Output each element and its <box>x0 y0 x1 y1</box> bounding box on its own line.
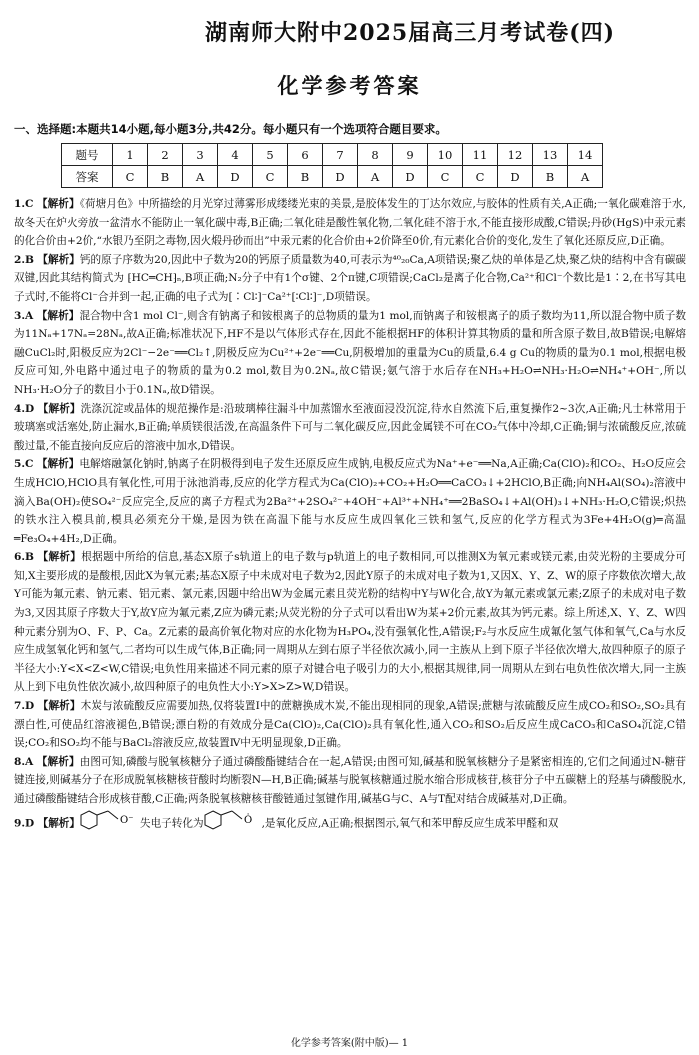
explanation-5 <box>14 455 686 548</box>
question-label: 5.C <box>14 458 34 471</box>
question-number: 14 <box>568 144 603 166</box>
explanation-text: 《荷塘月色》中所描绘的月光穿过薄雾形成缕缕光束的美景,是胶体发生的丁达尔效应,与胶体的性质有关,A正确;一氧化碳难溶于水,故冬天在炉火旁放一盆清水不能防止一氧化碳中毒,B正确;二氧化硅是酸性氧化物,二氧化硅不溶于水,不能直接形成酸,C错误;丹砂(HgS)中汞元素的化合价由+2价,“水银乃至阴之毒物,因火煅丹砂而出”中汞元素的化合价由+2价降至0价,有元素化合价的变化,发生了氧化还原反应,D正确。 <box>14 198 687 248</box>
explanation-3 <box>14 307 686 400</box>
answer-cell: A <box>568 166 603 188</box>
row-label-answer: 答案 <box>62 166 113 188</box>
question-label: 4.D <box>14 402 35 415</box>
analysis-tag: 【解析】 <box>36 458 80 471</box>
question-number: 11 <box>463 144 498 166</box>
question-label: 2.B <box>14 253 35 266</box>
explanation-1 <box>14 195 686 251</box>
page-footer: 化学参考答案(附中版)— 1 <box>290 1038 409 1049</box>
question-number: 13 <box>533 144 568 166</box>
question-label: 1.C <box>14 198 34 210</box>
question-label: 6.B <box>14 551 35 564</box>
explanation-text: 失电子转化为 <box>140 816 204 829</box>
explanation-7 <box>14 697 686 753</box>
page-header: 湖南师大附中2025届高三月考试卷(四) <box>204 20 616 46</box>
question-number: 5 <box>253 144 288 166</box>
answer-cell: B <box>533 166 568 188</box>
answer-cell: D <box>323 166 358 188</box>
answer-cell: A <box>358 166 393 188</box>
question-number: 10 <box>428 144 463 166</box>
explanation-text: 混合物中含1 mol Cl⁻,则含有钠离子和铵根离子的总物质的量为1 mol,而钠离子和铵根离子的质子数均为11,所以混合物中质子数为11Nₐ+17Nₐ=28Nₐ,故A正确;标准状况下,HF不是以气体形式存在,因此不能根据HF的体积计算其物质的量和所含原子数目,故B错误;电解熔融CuCl₂时,阳极反应为2Cl⁻−2e⁻══Cl₂↑,阴极反应为Cu²⁺+2e⁻══Cu,阴极增加的重量为Cu的质量,6.4 g Cu的物质的量为0.1 mol,根据电极反应可知,外电路中通过电子的物质的量为0.2 mol,数目为0.2Nₐ,故C错误;氨气溶于水后存在NH₃+H₂O⇌NH₃·H₂O⇌NH₄⁺+OH⁻,所以NH₃·H₂O分子的数目小于0.1Nₐ,故D错误。 <box>14 309 687 396</box>
question-label: 9.D <box>14 816 35 829</box>
answer-cell: C <box>253 166 288 188</box>
question-number: 9 <box>393 144 428 166</box>
analysis-tag: 【解析】 <box>36 309 80 322</box>
svg-text:Ȯ: Ȯ <box>243 814 252 826</box>
analysis-tag: 【解析】 <box>37 816 80 829</box>
answer-cell: B <box>288 166 323 188</box>
answer-cell: D <box>218 166 253 188</box>
answer-table-answer-row <box>62 166 603 188</box>
analysis-tag: 【解析】 <box>37 551 82 564</box>
explanation-text: 电解熔融氯化钠时,钠离子在阴极得到电子发生还原反应生成钠,电极反应式为Na⁺+e⁻══Na,A正确;Ca(ClO)₂和CO₂、H₂O反应会生成HClO,HClO具有氧化性,可用于泳池消毒,反应的化学方程式为Ca(ClO)₂+CO₂+H₂O══CaCO₃↓+2HClO,B正确;向NH₄Al(SO₄)₂溶液中滴入Ba(OH)₂使SO₄²⁻反应完全,反应的离子方程式为2Ba²⁺+2SO₄²⁻+4OH⁻+Al³⁺+NH₄⁺══2BaSO₄↓+Al(OH)₃↓+NH₃·H₂O,C错误;炽热的铁水注入模具前,模具必须充分干燥,是因为铁在高温下能与水反应生成四氧化三铁和氢气,反应的化学方程式为3Fe+4H₂O(g)═高温═Fe₃O₄+4H₂,D正确。 <box>14 458 686 545</box>
answer-cell: D <box>393 166 428 188</box>
row-label-number: 题号 <box>62 144 113 166</box>
answer-cell: B <box>148 166 183 188</box>
analysis-tag: 【解析】 <box>36 755 80 768</box>
explanation-4 <box>14 400 686 456</box>
explanation-text: 由图可知,磷酸与脱氧核糖分子通过磷酸酯键结合在一起,A错误;由图可知,碱基和脱氧核糖分子是紧密相连的,它们之间通过N-糖苷键连接,则碱基分子在形成脱氧核糖核苷酸时均断裂N—H,B正确;碱基与脱氧核糖通过脱水缩合形成核苷,核苷分子中五碳糖上的羟基与磷酸脱水,通过磷酸酯键结合形成核苷酸,C正确;两条脱氧核糖核苷酸链通过氢键作用,碱基G与C、A与T配对结合成碱基对,D正确。 <box>14 755 686 805</box>
analysis-tag: 【解析】 <box>37 700 81 713</box>
question-number: 4 <box>218 144 253 166</box>
question-number: 3 <box>183 144 218 166</box>
explanation-text: ,是氧化反应,A正确;根据图示,氧气和苯甲醇反应生成苯甲醛和双 <box>261 816 559 829</box>
explanation-text: 木炭与浓硫酸反应需要加热,仅将装置Ⅰ中的蔗糖换成木炭,不能出现相同的现象,A错误;蔗糖与浓硫酸反应生成CO₂和SO₂,SO₂具有漂白性,可使品红溶液褪色,B错误;漂白粉的有效成分是Ca(ClO)₂,Ca(ClO)₂具有氧化性,通入CO₂和SO₂后反应生成CaCO₃和CaSO₄沉淀,C错误;CO₂和SO₂均不能与BaCl₂溶液反应,故装置Ⅳ中无明显现象,D正确。 <box>14 700 687 750</box>
answer-cell: C <box>463 166 498 188</box>
explanation-text: 洗涤沉淀或晶体的规范操作是:沿玻璃棒往漏斗中加蒸馏水至液面浸没沉淀,待水自然流下后,重复操作2~3次,A正确;凡士林常用于玻璃塞或活塞处,防止漏水,B正确;单质镁很活泼,在高温条件下可与二氧化碳反应,因此金属镁不可在CO₂气体中冷却,C正确;铜与浓硫酸反应,浓硫酸过量,不能直接向反应后的溶液中加水,D错误。 <box>14 402 686 452</box>
explanation-6 <box>14 548 686 697</box>
question-label: 8.A <box>14 755 34 768</box>
question-number: 1 <box>113 144 148 166</box>
analysis-tag: 【解析】 <box>36 198 80 210</box>
benzyl-alkoxy-radical-structure-icon <box>204 809 262 838</box>
explanation-9 <box>14 809 686 838</box>
answer-table-number-row <box>62 144 603 166</box>
answer-cell: C <box>428 166 463 188</box>
explanation-text: 钙的原子序数为20,因此中子数为20的钙原子质量数为40,可表示为⁴⁰₂₀Ca,A项错误;聚乙炔的单体是乙炔,聚乙炔的结构中含有碳碳双键,因此其结构简式为 ⁅HC═CH⁆ₙ,B项正确;N₂分子中有1个σ键、2个π键,C项错误;CaCl₂是离子化合物,Ca²⁺和Cl⁻个数比是1∶2,在书写其电子式时,不能将Cl⁻合并到一起,正确的电子式为[∶Cl∶]⁻Ca²⁺[∶Cl∶]⁻,D项错误。 <box>14 253 686 303</box>
analysis-tag: 【解析】 <box>37 253 80 266</box>
question-number: 6 <box>288 144 323 166</box>
explanation-text: 根据题中所给的信息,基态X原子s轨道上的电子数与p轨道上的电子数相同,可以推测X为氧元素或镁元素,由荧光粉的主要成分可知,X主要形成的是酸根,因此X为氧元素;基态X原子中未成对电子数为2,因此Y原子的未成对电子数为1,又因X、Y、Z、W的原子序数依次增大,故Y可能为氟元素、钠元素、铝元素、氯元素,因题中给出W为金属元素且荧光粉的结构中Y与W化合,故Y为氟元素或氯元素;Z原子的未成对电子数为3,又因其原子序数大于Y,故Y应为氟元素,Z应为磷元素;从荧光粉的分子式可以看出W为某+2价元素,故其为钙元素。综上所述,X、Y、Z、W四种元素分别为O、F、P、Ca。Z元素的最高价氧化物对应的水化物为H₃PO₄,没有强氧化性,A错误;F₂与水反应生成氟化氢气体和氧气,Ca与水反应生成氢氧化钙和氢气,二者均可以生成气体,B正确;同一周期从左到右原子半径依次减小,同一主族从上到下原子半径依次增大,故四种原子的原子半径大小:Y<X<Z<W,C错误;电负性用来描述不同元素的原子对键合电子吸引力的大小,根据其规律,同一周期从左到右电负性依次增大,同一主族从上到下电负性依次减小,故四种原子的电负性大小:Y>X>Z>W,D错误。 <box>14 551 686 694</box>
analysis-tag: 【解析】 <box>37 402 81 415</box>
question-number: 2 <box>148 144 183 166</box>
answer-table <box>61 143 603 188</box>
answer-cell: D <box>498 166 533 188</box>
page-title: 化学参考答案 <box>277 74 422 98</box>
benzyl-alkoxide-structure-icon <box>80 809 140 838</box>
question-number: 8 <box>358 144 393 166</box>
question-label: 3.A <box>14 309 34 322</box>
answer-cell: C <box>113 166 148 188</box>
question-label: 7.D <box>14 700 35 713</box>
svg-text:O⁻: O⁻ <box>120 814 134 826</box>
question-number: 12 <box>498 144 533 166</box>
question-number: 7 <box>323 144 358 166</box>
section-heading: 一、选择题:本题共14小题,每小题3分,共42分。每小题只有一个选项符合题目要求。 <box>14 122 447 136</box>
explanation-8 <box>14 753 686 809</box>
answer-cell: A <box>183 166 218 188</box>
explanation-2 <box>14 251 686 307</box>
explanations <box>14 195 686 837</box>
